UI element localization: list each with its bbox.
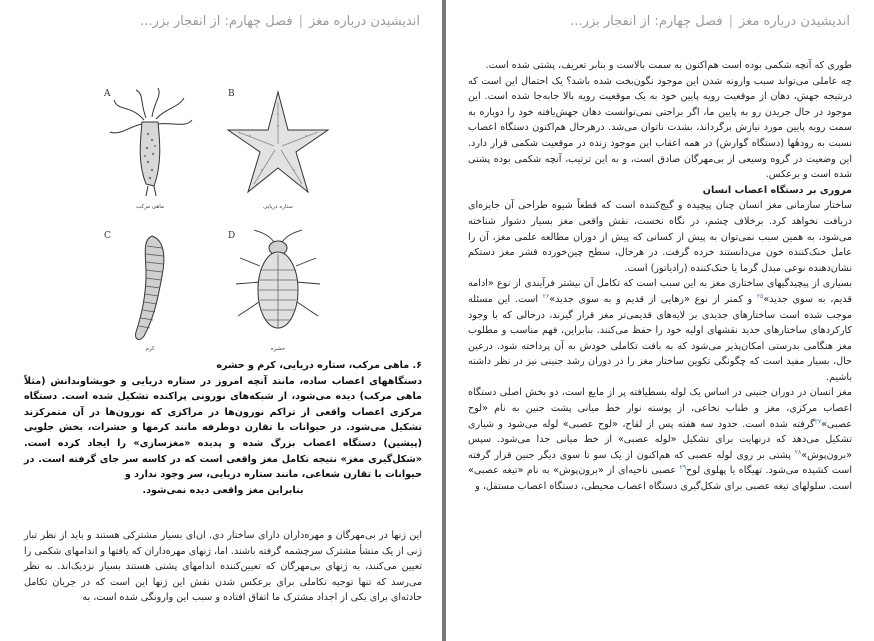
panel-letter-d: D [228, 231, 236, 241]
panel-caption-c: کرم [145, 346, 155, 352]
paragraph-1: طوری که آنچه شکمی بوده است هم‌اکنون به سمت بالاست و بنابر تعریف، پشتی شده است. [485, 60, 852, 71]
footnote-ref-28[interactable]: ۲۸ [794, 448, 802, 456]
panel-letter-c: C [104, 231, 111, 241]
header-book-title: اندیشیدن درباره مغز [739, 14, 850, 29]
paragraph-3: ساختار سازمانی مغز انسان چنان پیچیده و گیج‌کننده است که قطعاً شیوه طراحی آن جایزه‌ای دریافت نخواهد کرد. برخلاف چشم، در نگاه نخست، نقش واقعی مغز بسیار دشوار شناخته می‌شود، به همین سبب نمی‌توان به پیش از کسانی که پیش از دوران مطالعه علمی مغز، آن را عامل خنک‌کننده خون می‌دانستند خرده گرفت. در هرحال، سطح چین‌خورده قشر مغز دستکم نشان‌دهنده نوعی مبدل گرما یا خنک‌کننده (رادیاتور) است. [468, 200, 852, 274]
paragraph-4-part-c: است. این مسئله موجب شده است ساختارهای جدیدی بر لایه‌های قدیمی‌تر مغز قرار گیرند، درحالی که با وجود کارکردهای ساختارهای جدید نقشهای اولیه خود را حفظ می‌کنند. بنابراین، فهم مناسب و مطلوب مغز هنگامی بدرستی امکان‌پذیر می‌شود که به بافت تکاملی خودش به آن پرداخته شود. درعین حال، بسیار مفید است که چگونگی تکوین ساختار مغز را در دوران رشد جنینی نیز در نظر داشته باشیم. [468, 293, 852, 383]
figure-panel-c [100, 226, 208, 356]
running-header-right [570, 14, 850, 29]
right-page-body [468, 58, 852, 495]
paragraph-5-part-c: پشتی بر روی لوله عصبی که هم‌اکنون از یک سو تا سوی دیگر جنین قرار گرفته است کشیده می‌شود. تهیگاه یا پهلوی لوح [468, 449, 852, 477]
footnote-ref-26[interactable]: ۲۶ [542, 292, 550, 300]
figure-illustrations [100, 84, 330, 354]
figure-caption-title: ۶. ماهی مرکب، ستاره دریایی، کرم و حشره [216, 360, 422, 371]
figure-panel-d [224, 226, 332, 356]
paragraph-2: چه عاملی می‌تواند سبب وارونه شدن این موجود نگون‌بخت شده باشد؟ یک احتمال این است که درنتیجه جهش، دهان از موقعیت رویه پایین خود به یک موقعیت رویه بالا جابه‌جا شده است. این موجود در حال جریدن رو به پایین ما، اگر براحتی نمی‌توانست دهان جهش‌یافته خود را دوباره به سمت رویه پایین مورد نیازش برگرداند، بشدت ناتوان می‌شد. درهرحال هم‌اکنون دستگاه اعصاب نسبت به رودهٔها (دستگاه گوارش) در همه اعقاب این موجود زنده در موقعیت شکمی قرار دارد. این وضعیت در گروه وسیعی از بی‌مهرگان صادق است، و به این ترتیب، آنچه شکمی بوده پشتی شده است و برعکس. [468, 75, 852, 181]
figure-caption [24, 358, 422, 498]
figure-caption-body: دستگاههای اعصاب ساده، مانند آنچه امروز در ستاره دریایی و خویشاوندانش (مثلاً ماهی مرکب) دیده می‌شود، از شبکه‌های نورونی پراکنده تشکیل شده است. دستگاه مرکزی اعصاب واقعی از تراکم نورون‌ها در مراکزی که نورون‌ها در آن متمرکزند تشکیل می‌شود. در حیوانات با تقارن دوطرفه مانند کرمها و حشرات، بخش جلویی (پیشین) دستگاه اعصاب بزرگ شده و پدیده «مغزسازی» را ایجاد کرده است. «شکل‌گیری مغز» نتیجه تکامل مغز واقعی است که در کاسه سر جای گرفته است. در حیوانات با تقارن شعاعی، مانند ستاره دریایی، سر وجود ندارد و [24, 375, 422, 481]
header-separator: | [298, 14, 304, 29]
paragraph-4 [468, 276, 852, 385]
footnote-ref-25[interactable]: ۲۵ [756, 292, 764, 300]
right-page [446, 0, 874, 641]
panel-letter-b: B [228, 89, 235, 99]
paragraph-5-part-a: مغز انسان در دوران جنینی در اساس یک لوله بسطیافته پر از مایع است، دو بخش اصلی دستگاه اعصاب مرکزی، مغز و طناب نخاعی، از پوسته نوار خط میانی پشت جنین به نام «لوح عصبی» [468, 387, 852, 430]
panel-caption-a: ماهی مرکب [136, 204, 164, 210]
section-heading: مروری بر دستگاه اعصاب انسان [702, 184, 852, 196]
worm-illustration [100, 226, 208, 356]
paragraph-4-part-b: و کمتر از نوع «رهایی از قدیم و به سوی جدید» [549, 293, 757, 305]
panel-letter-a: A [104, 89, 111, 99]
paragraph-4-part-a: بسیاری از پیچیدگیهای ساختاری مغز به این سبب است که تکامل آن بیشتر فرآیندی از نوع «ادامه قدیم، به سوی جدید» [468, 278, 852, 305]
header-chapter-title: فصل چهارم: از انفجار بزر... [570, 14, 723, 29]
footnote-ref-27[interactable]: ۲۷ [814, 417, 822, 425]
figure-panel-a [100, 84, 208, 214]
squid-illustration [100, 84, 208, 214]
left-paragraph: این ژنها در بی‌مهرگان و مهره‌داران دارای ساختار دی. ان‌ای بسیار مشترکی هستند و باید از نظر تبار ژنی از یک منشأ مشترک سرچشمه گرفته باشند. اما، ژنهای مهره‌داران که یافتها و اندامهای شکمی را تعیین می‌کنند، به ژنهای بی‌مهرگان که تعیین‌کننده اندامهای پشتی هستند بسیار نزدیک‌اند. به نظر می‌رسد که تنها توجیه تکاملی برای برعکس شدن نقش این ژنها این است که در جریان تکامل حادثه‌ای برای یکی از اجداد مشترک ما اتفاق افتاده و سبب این وارونگی شده است، به [24, 530, 422, 604]
footnote-ref-29[interactable]: ۲۹ [679, 464, 687, 472]
paragraph-5 [468, 385, 852, 494]
paragraph-5-part-d: عصبی ناحیه‌ای از «برون‌پوش» به نام «تیغه عصبی» است. سلولهای تیغه عصبی برای شکل‌گیری دستگاه اعصاب محیطی، دستگاه اعصاب مستقل، و [468, 465, 852, 493]
header-separator: | [728, 14, 734, 29]
header-chapter-title: فصل چهارم: از انفجار بزر... [140, 14, 293, 29]
header-book-title: اندیشیدن درباره مغز [309, 14, 420, 29]
panel-caption-b: ستاره دریایی [263, 204, 293, 210]
panel-caption-d: حشره [270, 346, 286, 352]
left-page-body [24, 528, 422, 606]
running-header-left [140, 14, 420, 29]
insect-illustration [224, 226, 332, 356]
figure-panel-b [224, 84, 332, 214]
starfish-illustration [224, 84, 332, 214]
paragraph-5-part-b: گرفته شده است. حدود سه هفته پس از لقاح، «لوح عصبی» لوله می‌شود و شیاری تشکیل می‌دهد که درنهایت برای تشکیل «لوله عصبی» از خط میانی جدا می‌شود. سپس «برون‌پوش» [468, 418, 852, 461]
figure-caption-last-line: بنابراین مغز واقعی دیده نمی‌شود. [142, 484, 304, 496]
